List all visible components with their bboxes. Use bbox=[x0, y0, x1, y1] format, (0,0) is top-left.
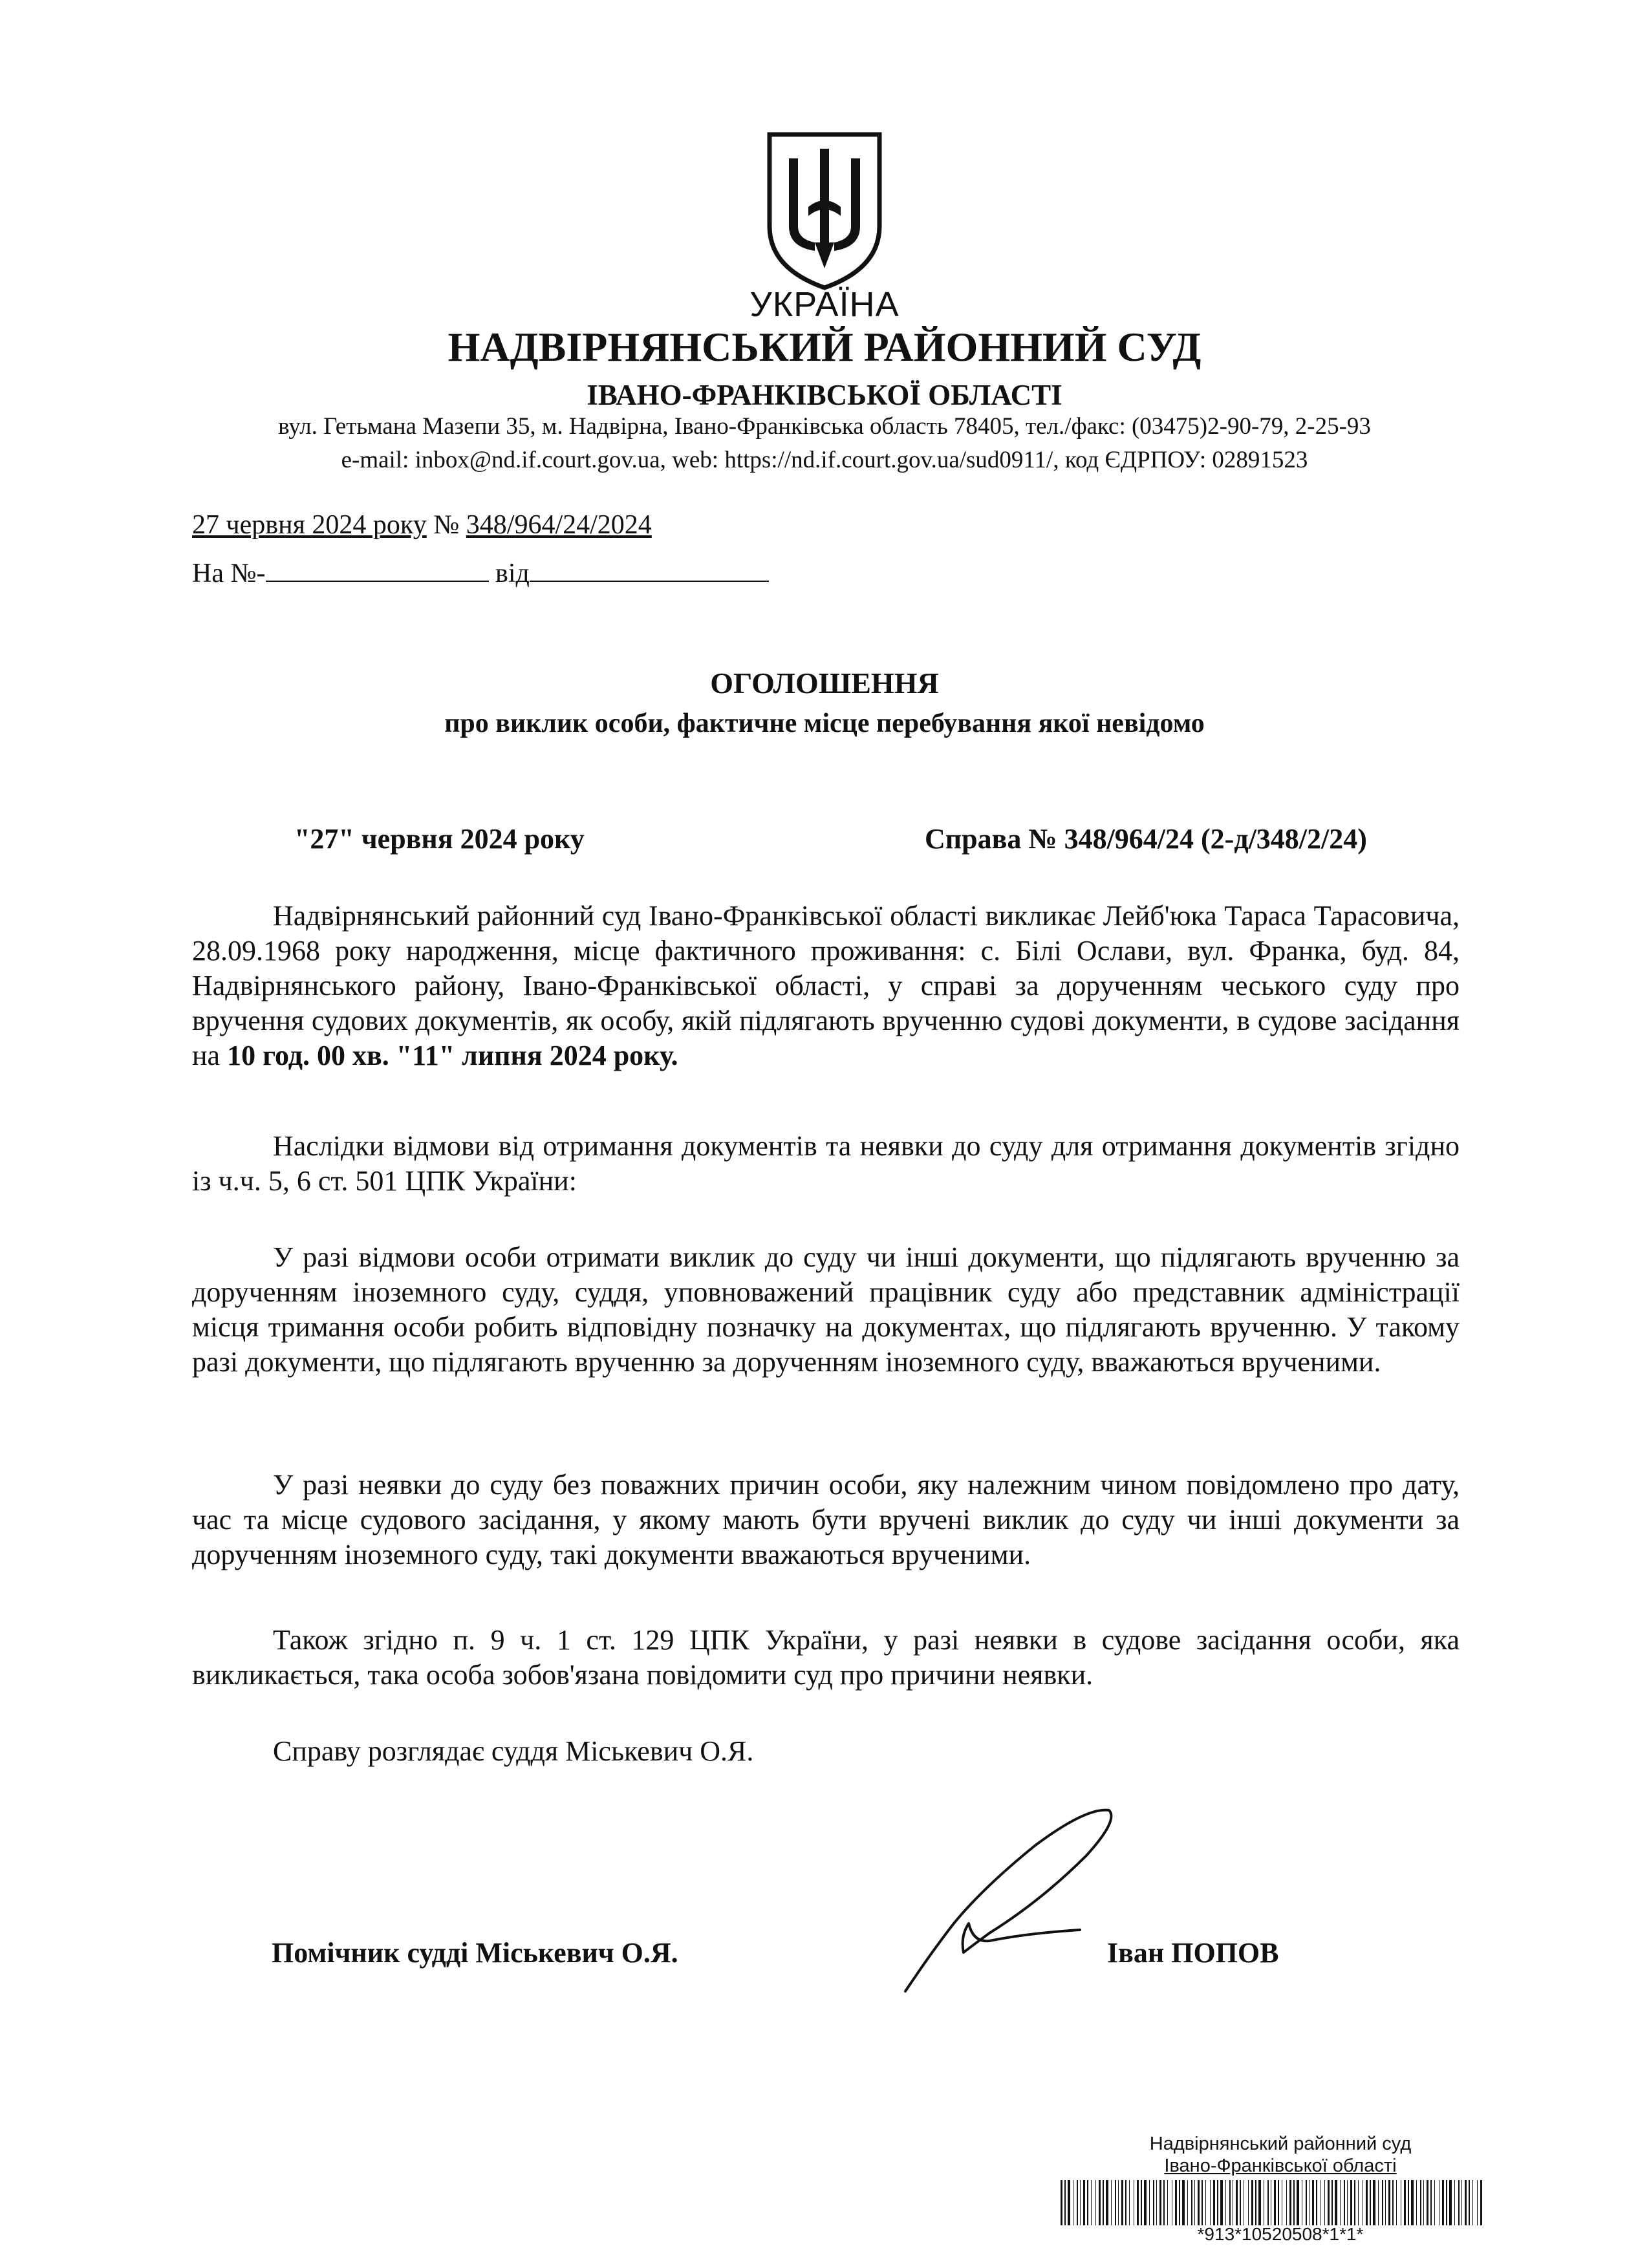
incoming-reference bbox=[192, 555, 769, 589]
case-number: Справа № 348/964/24 (2-д/348/2/24) bbox=[925, 823, 1367, 855]
announcement-title: ОГОЛОШЕННЯ bbox=[710, 667, 939, 700]
paragraph-non-appearance: У разі неявки до суду без поважних причин особи, яку належним чином повідомлено про дату, час та місце судового засідання, у якому мають бути вручені виклик до суду чи інші документи за дорученням іноземного суду, такі документи вважаються врученими. bbox=[192, 1469, 1460, 1570]
outgoing-reference bbox=[192, 509, 652, 540]
barcode bbox=[1061, 2180, 1487, 2225]
outgoing-number: 348/964/24/2024 bbox=[466, 510, 652, 540]
paragraph-summons bbox=[192, 899, 1460, 1073]
barcode-number: *913*10520508*1*1* bbox=[1197, 2224, 1364, 2244]
country-name: УКРАЇНА bbox=[749, 285, 900, 324]
paragraph-refusal: У разі відмови особи отримати виклик до суду чи інші документи, що підлягають врученню за дорученням іноземного суду, суддя, уповноважений працівник суду або представник адміністрації місця тримання особи робить відповідну позначку на документах, що підлягають врученню. У такому разі документи, що підлягають врученню за дорученням іноземного суду, вважаються врученими. bbox=[192, 1241, 1460, 1378]
from-label: від bbox=[495, 559, 530, 588]
court-contacts: e-mail: inbox@nd.if.court.gov.ua, web: https://nd.if.court.gov.ua/sud0911/, код ЄДРПОУ: 02891523 bbox=[341, 447, 1308, 473]
paragraph-summons-text: Надвірнянський районний суд Івано-Франківської області викликає Лейб'юка Тараса Тарасовича, 28.09.1968 року народження, місце фактичного проживання: с. Білі Ослави, вул. Франка, буд. 84, Надвірнянського району, Івано-Франківської області, у справі за дорученням чеського суду про вручення судових документів, як особу, якій підлягають врученню судові документи, в судове засідання на bbox=[192, 900, 1460, 1071]
signer-name: Іван ПОПОВ bbox=[1107, 1937, 1279, 1969]
court-name: НАДВІРНЯНСЬКИЙ РАЙОННИЙ СУД bbox=[447, 324, 1202, 370]
trident-icon bbox=[763, 129, 886, 291]
handwritten-signature bbox=[892, 1797, 1125, 2004]
paragraph-judge: Справу розглядає суддя Міськевич О.Я. bbox=[273, 1735, 754, 1767]
court-address: вул. Гетьмана Мазепи 35, м. Надвірна, Івано-Франківська область 78405, тел./факс: (03475)2-90-79, 2-25-93 bbox=[278, 413, 1371, 440]
outgoing-date: 27 червня 2024 року bbox=[192, 510, 427, 540]
paragraph-consequences: Наслідки відмови від отримання документів та неявки до суду для отримання документів згідно із ч.ч. 5, 6 ст. 501 ЦПК України: bbox=[192, 1130, 1460, 1197]
signer-position: Помічник судді Міськевич О.Я. bbox=[272, 1937, 678, 1969]
in-reply-number-blank bbox=[266, 555, 489, 582]
announcement-date: "27" червня 2024 року bbox=[294, 823, 585, 855]
court-region: ІВАНО-ФРАНКІВСЬКОЇ ОБЛАСТІ bbox=[587, 379, 1062, 411]
in-reply-label: На №- bbox=[192, 559, 266, 588]
paragraph-obligation: Також згідно п. 9 ч. 1 ст. 129 ЦПК України, у разі неявки в судове засідання особи, яка викликається, така особа зобов'язана повідомити суд про причини неявки. bbox=[192, 1624, 1460, 1691]
announcement-subtitle: про виклик особи, фактичне місце перебування якої невідомо bbox=[444, 709, 1205, 738]
outgoing-number-label: № bbox=[433, 510, 460, 540]
stamp-court-region: Івано-Франківської області bbox=[1164, 2156, 1397, 2176]
stamp-court-name: Надвірнянський районний суд bbox=[1149, 2134, 1412, 2154]
hearing-datetime: 10 год. 00 хв. "11" липня 2024 року. bbox=[227, 1040, 678, 1071]
from-date-blank bbox=[530, 555, 769, 582]
